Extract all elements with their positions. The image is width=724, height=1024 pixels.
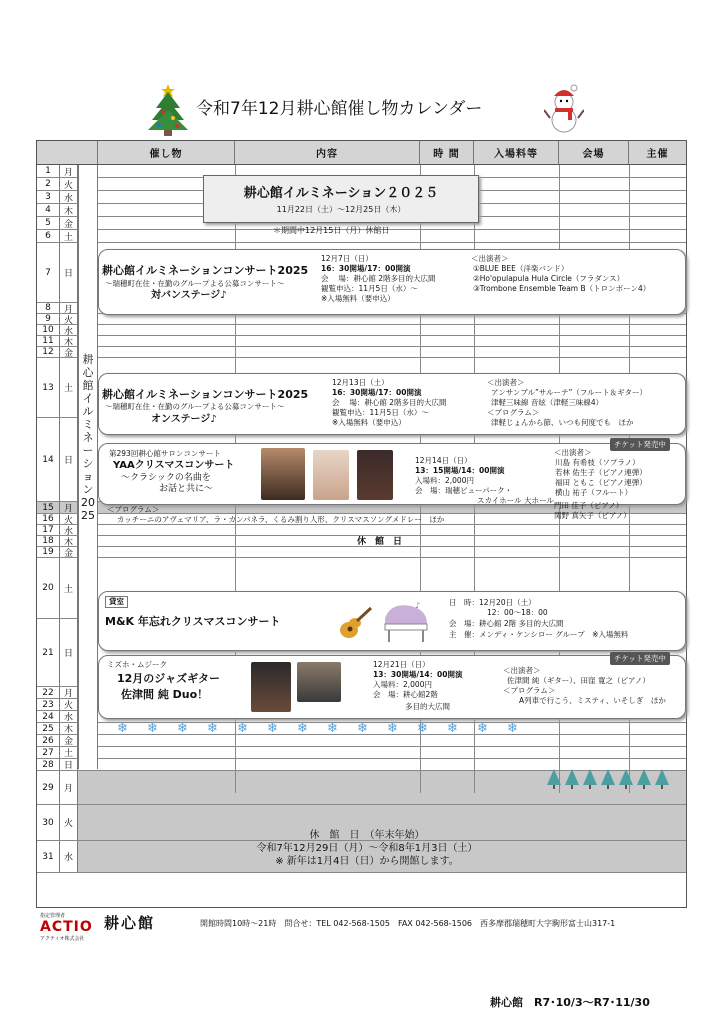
weekday: 火: [60, 178, 78, 190]
ev13-stage: オンステージ♪: [151, 414, 217, 425]
ev20-l2: 12：00～18：00: [487, 608, 548, 617]
weekday: 土: [60, 558, 78, 618]
day-row: [37, 735, 686, 747]
snowflake-icon: ❄: [387, 721, 398, 736]
day-number: 13: [37, 358, 60, 417]
ev20-name: M&K 年忘れクリスマスコンサート: [105, 615, 281, 628]
header-fee: 入場料等: [474, 141, 559, 165]
ev14-perf-head: ＜出演者＞: [554, 448, 592, 457]
ev21-venue1: 会 場：耕心館2階: [373, 690, 438, 699]
day-number: 19: [37, 547, 60, 557]
ev13-perf-head: ＜出演者＞: [487, 378, 525, 387]
weekday: 水: [60, 711, 78, 722]
header-event: 催し物: [98, 141, 235, 165]
ev21-name2: 佐津間 純 Duo！: [121, 688, 209, 701]
ev13-date: 12月13日（土）: [332, 378, 389, 387]
snowflake-icon: ❄: [357, 721, 368, 736]
fir-tree-icon: [601, 769, 615, 789]
sidebar-label: 耕心館 イルミネーション2025: [81, 353, 95, 522]
weekday: 火: [60, 314, 78, 324]
weekday: 水: [60, 525, 78, 535]
day-number: 30: [37, 805, 60, 840]
day-number: 2: [37, 178, 60, 190]
snowflake-icon: ❄: [417, 721, 428, 736]
snowflake-icon: ❄: [297, 721, 308, 736]
ev14-perf-4: 横山 祐子（フルート）: [555, 488, 633, 497]
ev7-perf-3: ③Trombone Ensemble Team B（トロンボーン4）: [473, 284, 651, 293]
ev14-name: YAAクリスマスコンサート: [113, 460, 235, 471]
day-number: 7: [37, 243, 60, 302]
ev7-date: 12月7日（日）: [321, 254, 373, 263]
day-number: 10: [37, 325, 60, 335]
day-number: 20: [37, 558, 60, 618]
header-content: 内容: [235, 141, 420, 165]
fir-tree-icon: [655, 769, 669, 789]
weekday: 金: [60, 347, 78, 357]
ev21-venue2: 多目的大広間: [405, 702, 450, 711]
header-time: 時 間: [420, 141, 474, 165]
weekday: 日: [60, 243, 78, 302]
brand-sub: アクティオ株式会社: [40, 936, 85, 942]
ev14-perf-5b: 門田 佳子（ピアノ）: [554, 501, 624, 510]
day-number: 3: [37, 191, 60, 203]
ev13-fee: ※入場無料（要申込）: [332, 418, 406, 427]
weekday: 土: [60, 230, 78, 242]
weekday: 日: [60, 759, 78, 770]
weekday: 月: [60, 687, 78, 698]
ev7-perf-head: ＜出演者＞: [471, 254, 509, 263]
day-row: [37, 325, 686, 336]
event-dec14: [98, 443, 686, 505]
snowflake-icon: ❄: [327, 721, 338, 736]
ev7-perf-1: ①BLUE BEE（洋楽バンド）: [473, 264, 569, 273]
brand-block: [40, 912, 93, 942]
ev14-prog: カッチーニのアヴェマリア、ラ・カンパネラ、くるみ割り人形、クリスマスソングメドレー ほか: [117, 515, 445, 524]
event-dec7: [98, 249, 686, 315]
ev21-tag: ミズホ・ムジーク: [107, 660, 167, 669]
fir-tree-icon: [583, 769, 597, 789]
event-dec13: [98, 373, 686, 435]
weekday: 木: [60, 723, 78, 734]
weekday: 月: [60, 165, 78, 177]
closed-end-l2: 令和7年12月29日（月）～令和8年1月3日（土）: [256, 843, 478, 854]
page-title: 令和7年12月耕心館催し物カレンダー: [196, 99, 483, 119]
day-number: 5: [37, 217, 60, 229]
ev21-date: 12月21日（日）: [373, 660, 430, 669]
ev13-time: 16：30開場/17：00開演: [332, 388, 422, 397]
weekday: 土: [60, 358, 78, 417]
ev7-time: 16：30開場/17：00開演: [321, 264, 411, 273]
ev20-l1: 日 時：12月20日（土）: [449, 598, 536, 607]
performer-photo: [313, 450, 349, 500]
ev13-perf-2: 津軽三味線 音絃（津軽三味線4）: [491, 398, 604, 407]
day-number: 6: [37, 230, 60, 242]
day-number: 29: [37, 771, 60, 804]
ev14-pre: 第293回耕心館サロンコンサート: [109, 449, 221, 458]
snowflake-icon: ❄: [477, 721, 488, 736]
calendar-table: [36, 140, 687, 908]
weekday: 日: [60, 418, 78, 501]
year-end-closure: [197, 829, 537, 868]
fir-tree-icon: [565, 769, 579, 789]
ev14-perf-3: 福田 ともこ（ピアノ連弾）: [555, 478, 647, 487]
weekday: 日: [60, 619, 78, 686]
day-number: 12: [37, 347, 60, 357]
snowflake-icon: ❄: [237, 721, 248, 736]
performer-photo: [261, 448, 305, 500]
weekday: 金: [60, 547, 78, 557]
fir-tree-icon: [619, 769, 633, 789]
guitar-icon: [337, 606, 373, 640]
event-dec20: [98, 591, 686, 651]
ev13-name: 耕心館イルミネーションコンサート2025: [102, 388, 309, 401]
weekday: 水: [60, 841, 78, 872]
day-number: 15: [37, 502, 60, 513]
ev21-prog-head: ＜プログラム＞: [503, 686, 556, 695]
header-blank: [37, 141, 98, 165]
header-organizer: 主催: [629, 141, 686, 165]
snowflake-icon: ❄: [117, 721, 128, 736]
piano-icon: [381, 598, 431, 646]
weekday: 火: [60, 699, 78, 710]
day-row: [37, 314, 686, 325]
weekday: 土: [60, 747, 78, 758]
day-number: 25: [37, 723, 60, 734]
ev21-perf-head: ＜出演者＞: [503, 666, 541, 675]
weekday: 金: [60, 217, 78, 229]
day-number: 31: [37, 841, 60, 872]
snowflake-icon: ❄: [507, 721, 518, 736]
ev7-name: 耕心館イルミネーションコンサート2025: [102, 264, 309, 277]
weekday: 水: [60, 191, 78, 203]
brand-logo: ACTIO: [40, 919, 93, 935]
illumination-note: ＊期間中12月15日（月）休館日: [273, 226, 390, 235]
ev20-l3: 会 場：耕心館 2階 多目的大広間: [449, 619, 564, 628]
ev13-perf-1: アンサンブル”サルーテ”（フルート＆ギター）: [491, 388, 648, 397]
ev14-perf-6: 関野 真矢子（ピアノ）: [554, 511, 631, 520]
ev14-venue1: 会 場：瑞穂ビューパーク・: [415, 486, 513, 495]
day-number: 18: [37, 536, 60, 546]
ev14-sub2: お話と共に～: [159, 484, 214, 494]
performer-photo: [357, 450, 393, 500]
weekday: 木: [60, 204, 78, 216]
day-number: 26: [37, 735, 60, 746]
day-row: [37, 547, 686, 558]
day-number: 8: [37, 303, 60, 313]
ev7-sub: ～瑞穂町在住・在勤のグループよる公募コンサート～: [105, 279, 285, 288]
day-number: 28: [37, 759, 60, 770]
ev7-stage: 対バンステージ♪: [151, 290, 227, 301]
performer-photo: [251, 662, 291, 712]
weekday: 火: [60, 805, 78, 840]
fir-tree-icon: [637, 769, 651, 789]
ev7-perf-2: ②Ho'opulapula Hula Circle（フラダンス）: [473, 274, 625, 283]
ev14-fee: 入場料：2,000円: [415, 476, 474, 485]
day-number: 17: [37, 525, 60, 535]
weekday: 月: [60, 771, 78, 804]
christmas-tree-icon: [147, 82, 189, 136]
snowman-icon: [544, 84, 584, 134]
illumination-title: 耕心館イルミネーション２０２５: [243, 186, 439, 201]
svg-text:♪: ♪: [415, 601, 421, 610]
ev13-venue: 会 場：耕心館 2階多目的大広間: [332, 398, 447, 407]
ev13-sub: ～瑞穂町在住・在勤のグループよる公募コンサート～: [105, 402, 285, 411]
day-number: 24: [37, 711, 60, 722]
ev14-venue2: スカイホール 大ホール: [477, 496, 554, 505]
closed-end-l3: ※ 新年は1月4日（日）から開館します。: [275, 856, 459, 867]
day-number: 22: [37, 687, 60, 698]
ev13-prog-head: ＜プログラム＞: [487, 408, 540, 417]
fir-tree-icon: [547, 769, 561, 789]
ev21-fee: 入場料：2,000円: [373, 680, 432, 689]
ev14-sub1: ～クラシックの名曲を: [121, 473, 211, 483]
day-number: 27: [37, 747, 60, 758]
header-venue: 会場: [559, 141, 629, 165]
weekday: 木: [60, 336, 78, 346]
closed-15: 休 館 日: [357, 537, 403, 547]
ev14-time: 13：15開場/14：00開演: [415, 466, 505, 475]
ev14-date: 12月14日（日）: [415, 456, 472, 465]
weekday: 月: [60, 303, 78, 313]
snowflake-icon: ❄: [177, 721, 188, 736]
ev14-perf-2: 若林 佑生子（ピアノ連弾）: [555, 468, 647, 477]
illumination-dates: 11月22日（土）～12月25日（木）: [276, 205, 406, 214]
day-number: 1: [37, 165, 60, 177]
day-number: 9: [37, 314, 60, 324]
ev21-name1: 12月のジャズギター: [117, 672, 220, 685]
weekday: 木: [60, 536, 78, 546]
weekday: 水: [60, 325, 78, 335]
ev7-apply: 観覧申込：11月5日（水）～: [321, 284, 418, 293]
ev20-tag: 貸室: [105, 596, 128, 608]
footer-id: 耕心館 R7･10/3～R7･11/30: [490, 996, 650, 1009]
ticket-badge: チケット発売中: [610, 652, 670, 665]
ev21-time: 13：30開場/14：00開演: [373, 670, 463, 679]
snowflake-icon: ❄: [207, 721, 218, 736]
day-number: 21: [37, 619, 60, 686]
illumination-banner: [203, 175, 479, 223]
snowflake-icon: ❄: [147, 721, 158, 736]
day-number: 16: [37, 514, 60, 524]
footer-info: 開館時間10時～21時 問合せ：TEL 042-568-1505 FAX 042-568-1506 西多摩郡瑞穂町大字駒形富士山317-1: [200, 919, 616, 928]
day-number: 11: [37, 336, 60, 346]
day-number: 14: [37, 418, 60, 501]
performer-photo: [297, 662, 341, 702]
hall-logo: 耕心館: [104, 914, 156, 932]
ev14-perf-1: 川島 有希枝（ソプラノ）: [555, 458, 640, 467]
day-row: [37, 347, 686, 358]
weekday: 金: [60, 735, 78, 746]
snowflake-icon: ❄: [447, 721, 458, 736]
ev21-prog: A列車で行こう、ミスティ、いそしぎ ほか: [519, 696, 666, 705]
day-number: 23: [37, 699, 60, 710]
ev7-fee: ※入場無料（要申込）: [321, 294, 395, 303]
ev20-l4: 主 催：メンディ・ケンシロー グループ ※入場無料: [449, 630, 629, 639]
ev14-prog-head-b: ＜プログラム＞: [107, 505, 160, 514]
ticket-badge: チケット発売中: [610, 438, 670, 451]
day-row: [37, 747, 686, 759]
closed-end-l1: 休 館 日 （年末年始）: [309, 830, 425, 841]
event-dec21: [98, 655, 686, 719]
ev21-perf: 佐津間 純（ギター）、田窪 寛之（ピアノ）: [507, 676, 650, 685]
ev7-venue: 会 場：耕心館 2階多目的大広間: [321, 274, 436, 283]
weekday: 月: [60, 502, 78, 513]
day-number: 4: [37, 204, 60, 216]
snowflake-icon: ❄: [267, 721, 278, 736]
day-row: [37, 336, 686, 347]
weekday: 火: [60, 514, 78, 524]
ev13-prog: 津軽じょんから節、いつも何度でも ほか: [491, 418, 634, 427]
brand-small: 指定管理者: [40, 913, 66, 919]
ev13-apply: 観覧申込：11月5日（水）～: [332, 408, 429, 417]
